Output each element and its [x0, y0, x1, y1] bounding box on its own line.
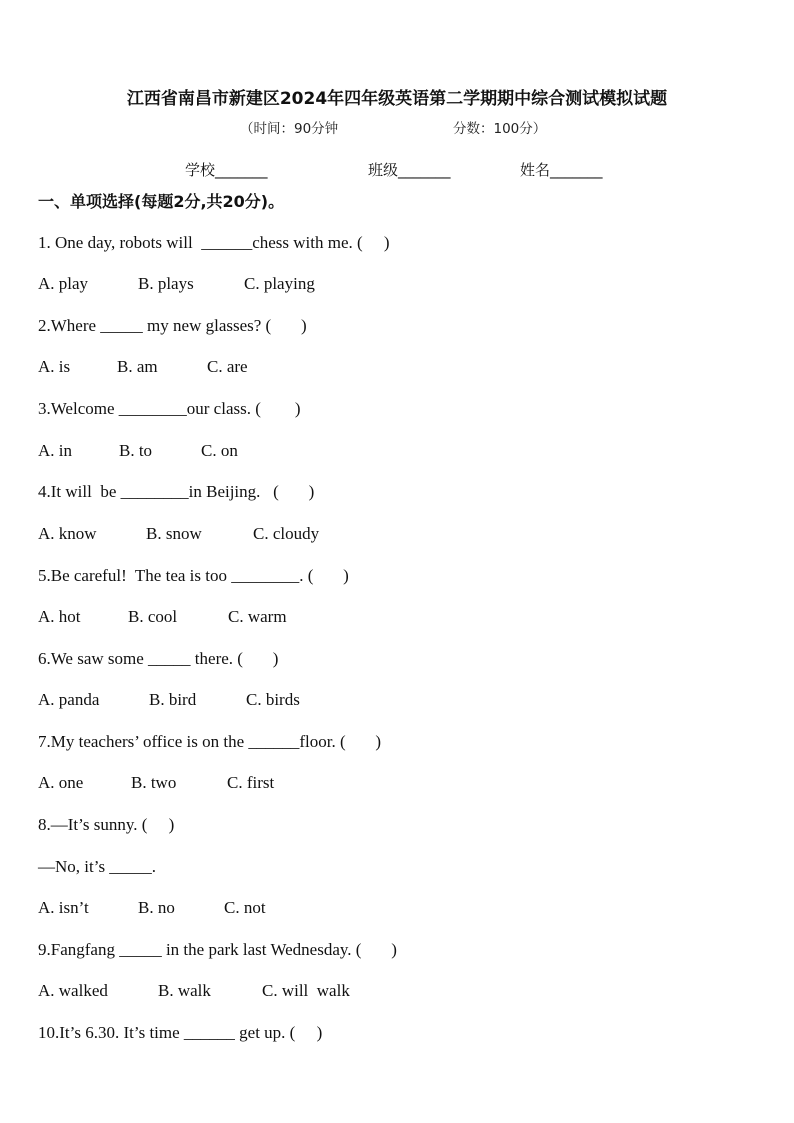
- q2-option-a: A. is: [38, 357, 71, 376]
- question-7: 7.My teachers’ office is on the ______floor. ( ): [38, 732, 382, 751]
- q6-option-a: A. panda: [38, 690, 100, 709]
- q2-option-c: C. are: [207, 357, 248, 376]
- question-1: 1. One day, robots will ______chess with me. ( ): [38, 233, 390, 252]
- q4-option-b: B. snow: [146, 524, 202, 543]
- question-8: 8.—It’s sunny. ( ): [38, 815, 175, 834]
- question-4: 4.It will be ________in Beijing. ( ): [38, 482, 315, 501]
- q7-option-b: B. two: [131, 773, 177, 792]
- q1-option-a: A. play: [38, 274, 89, 293]
- q8-option-a: A. isn’t: [38, 898, 89, 917]
- question-9: 9.Fangfang _____ in the park last Wednesday. ( ): [38, 940, 397, 959]
- class-field: 班级_______: [368, 161, 451, 179]
- q5-option-a: A. hot: [38, 607, 81, 626]
- school-field: 学校_______: [185, 161, 268, 179]
- q5-option-b: B. cool: [128, 607, 178, 626]
- q8-option-c: C. not: [224, 898, 266, 917]
- q9-option-c: C. will walk: [262, 981, 350, 1000]
- q1-option-b: B. plays: [138, 274, 194, 293]
- q9-option-b: B. walk: [158, 981, 211, 1000]
- q2-option-b: B. am: [117, 357, 158, 376]
- name-field: 姓名_______: [520, 161, 603, 179]
- q3-option-a: A. in: [38, 441, 72, 460]
- question-10: 10.It’s 6.30. It’s time ______ get up. ( ): [38, 1023, 323, 1042]
- question-5: 5.Be careful! The tea is too ________. ( ): [38, 566, 349, 585]
- q3-option-c: C. on: [201, 441, 238, 460]
- question-8-response: —No, it’s _____.: [38, 857, 157, 876]
- section-title: 一、单项选择(每题2分,共20分)。: [38, 192, 285, 211]
- q3-option-b: B. to: [119, 441, 153, 460]
- q5-option-c: C. warm: [228, 607, 287, 626]
- question-3: 3.Welcome ________our class. ( ): [38, 399, 301, 418]
- question-6: 6.We saw some _____ there. ( ): [38, 649, 279, 668]
- q6-option-c: C. birds: [246, 690, 300, 709]
- q8-option-b: B. no: [138, 898, 175, 917]
- question-2: 2.Where _____ my new glasses? ( ): [38, 316, 307, 335]
- score-info: 分数：100分）: [453, 121, 547, 137]
- time-info: （时间：90分钟: [240, 121, 339, 137]
- q4-option-a: A. know: [38, 524, 97, 543]
- q1-option-c: C. playing: [244, 274, 315, 293]
- q4-option-c: C. cloudy: [253, 524, 320, 543]
- q6-option-b: B. bird: [149, 690, 197, 709]
- document-title: 江西省南昌市新建区2024年四年级英语第二学期期中综合测试模拟试题: [126, 89, 668, 109]
- q7-option-a: A. one: [38, 773, 84, 792]
- q9-option-a: A. walked: [38, 981, 108, 1000]
- q7-option-c: C. first: [227, 773, 275, 792]
